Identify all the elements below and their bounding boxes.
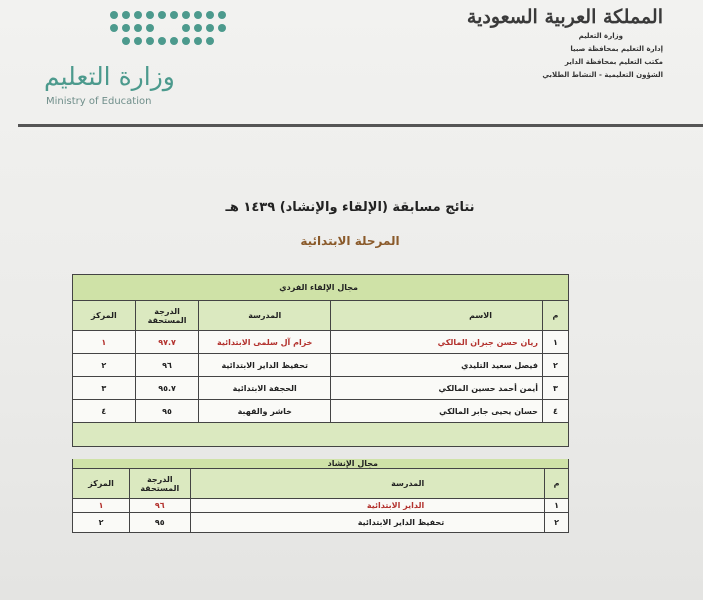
admin-line-2: مكتب التعليم بمحافظة الداير <box>564 58 663 66</box>
section-title: مجال الإلقاء الفردي <box>73 275 569 301</box>
col-school-header: المدرسة <box>190 469 545 499</box>
col-rank-header: المركز <box>73 469 130 499</box>
row-num: ١ <box>545 499 569 513</box>
kingdom-header <box>463 4 663 82</box>
row-name: أيمن أحمد حسين المالكي <box>331 377 543 400</box>
col-name-header: الاسم <box>331 301 543 331</box>
row-name: فيصل سعيد التليدي <box>331 354 543 377</box>
ministry-line: وزارة التعليم <box>578 32 623 40</box>
table-row <box>73 377 569 400</box>
table-section-row <box>73 275 569 301</box>
ministry-logo <box>40 8 190 108</box>
col-rank-header: المركز <box>73 301 136 331</box>
col-score-header: الدرجة المستحقة <box>130 469 190 499</box>
col-num-header: م <box>542 301 568 331</box>
row-rank: ٣ <box>73 377 136 400</box>
table-header-row <box>73 469 569 499</box>
row-score: ٩٥.٧ <box>135 377 199 400</box>
row-score: ٩٦ <box>135 354 199 377</box>
header-divider <box>18 124 703 127</box>
row-rank: ٢ <box>73 513 130 533</box>
logo-english-text: Ministry of Education <box>46 96 152 107</box>
col-school-header: المدرسة <box>199 301 331 331</box>
page-title: نتائج مسابقة (الإلقاء والإنشاد) ١٤٣٩ هـ <box>225 200 475 215</box>
row-school: الحجفة الابتدائية <box>199 377 331 400</box>
stage-title: المرحلة الابتدائية <box>300 234 400 248</box>
table-row <box>73 400 569 423</box>
chanting-results-table <box>72 459 569 533</box>
row-school: خزام آل سلمى الابتدائية <box>199 331 331 354</box>
table-row <box>73 354 569 377</box>
table-row <box>73 499 569 513</box>
logo-arabic-text: وزارة التعليم <box>44 62 175 91</box>
row-rank: ٤ <box>73 400 136 423</box>
row-rank: ١ <box>73 331 136 354</box>
row-name: ريان حسن جبران المالكي <box>331 331 543 354</box>
table-row <box>73 331 569 354</box>
row-school: خاشر والقهبة <box>199 400 331 423</box>
col-score-header: الدرجة المستحقة <box>135 301 199 331</box>
row-num: ١ <box>542 331 568 354</box>
row-rank: ٢ <box>73 354 136 377</box>
row-school: الداير الابتدائية <box>190 499 545 513</box>
row-score: ٩٧.٧ <box>135 331 199 354</box>
row-score: ٩٦ <box>130 499 190 513</box>
table-header-row <box>73 301 569 331</box>
table-row <box>73 513 569 533</box>
row-num: ٢ <box>545 513 569 533</box>
row-num: ٢ <box>542 354 568 377</box>
table-section-row <box>73 459 569 469</box>
col-num-header: م <box>545 469 569 499</box>
table-footer-band <box>73 423 569 447</box>
admin-line-3: الشؤون التعليمية - النشاط الطلابي <box>542 71 663 79</box>
recitation-results-table <box>72 274 569 447</box>
row-rank: ١ <box>73 499 130 513</box>
row-num: ٤ <box>542 400 568 423</box>
row-score: ٩٥ <box>130 513 190 533</box>
admin-line-1: إدارة التعليم بمحافظة صبيا <box>570 45 663 53</box>
row-school: تحفيظ الداير الابتدائية <box>190 513 545 533</box>
row-score: ٩٥ <box>135 400 199 423</box>
kingdom-title: المملكة العربية السعودية <box>466 6 663 28</box>
row-num: ٣ <box>542 377 568 400</box>
logo-dots-icon <box>108 8 233 52</box>
section-title: مجال الإنشاد <box>73 459 569 469</box>
row-name: حسان يحيى جابر المالكي <box>331 400 543 423</box>
row-school: تحفيظ الداير الابتدائية <box>199 354 331 377</box>
